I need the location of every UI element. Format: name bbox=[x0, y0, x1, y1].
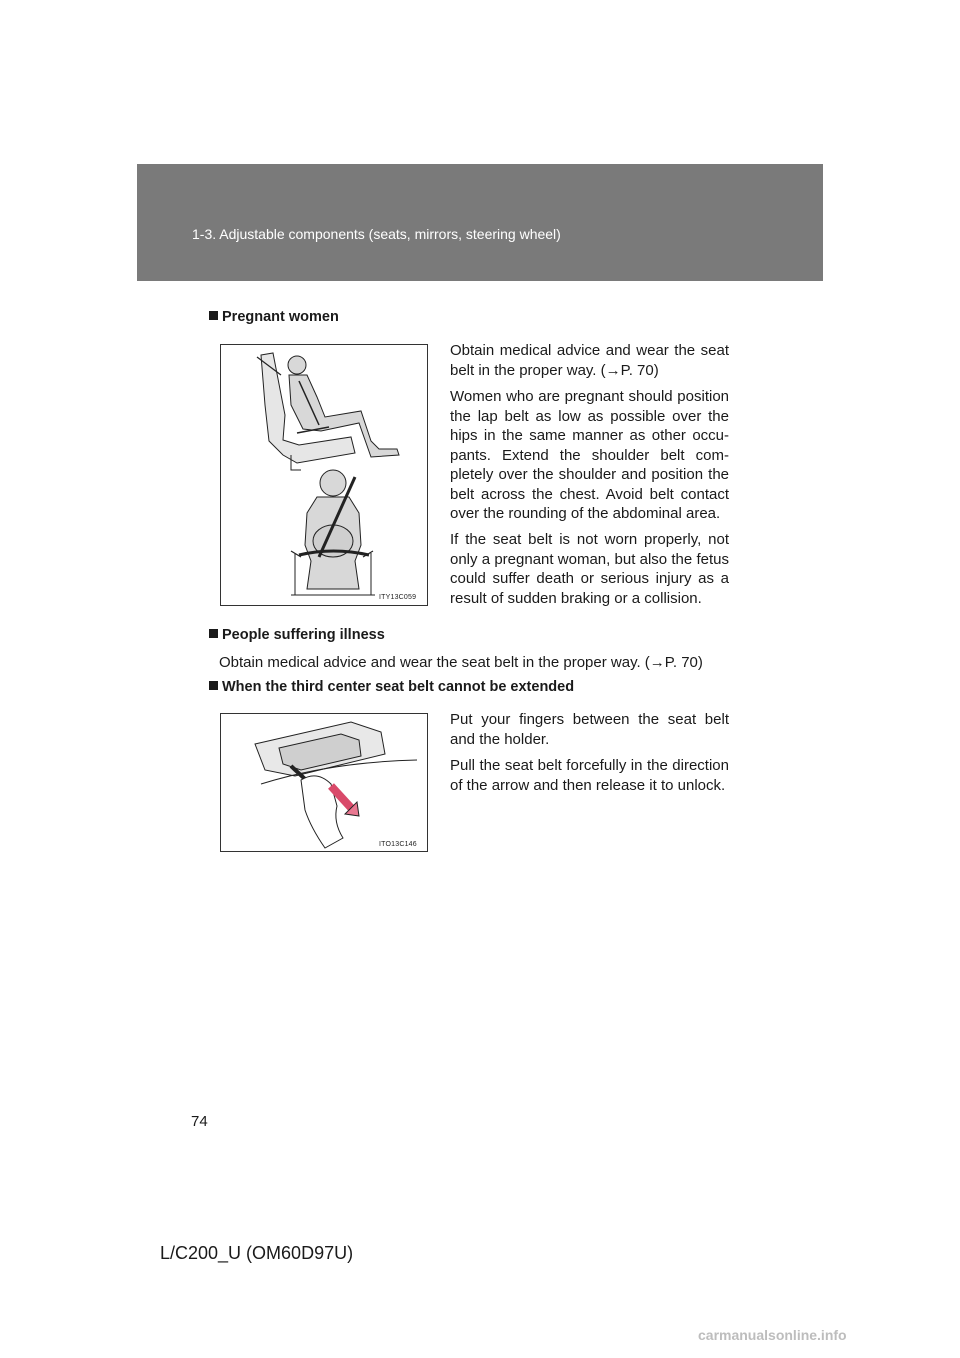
third-belt-paragraph-2: Pull the seat belt forcefully in the direction of the arrow and then release it to unlock. bbox=[450, 757, 729, 794]
figure-code: ITY13C059 bbox=[379, 594, 417, 601]
illness-text: Obtain medical advice and wear the seat belt in the proper way. (→P. 70) bbox=[219, 654, 703, 671]
pregnant-women-illustration bbox=[220, 344, 428, 606]
figure-code: ITO13C146 bbox=[379, 841, 417, 848]
seat-belt-holder-illustration bbox=[220, 713, 428, 852]
third-belt-paragraph-1: Put your fingers between the seat belt and the holder. bbox=[450, 711, 729, 748]
section-header-band bbox=[137, 164, 823, 281]
pregnant-paragraph-3: If the seat belt is not worn properly, not only a pregnant woman, but also the fetus could suffer death or serious injury as a result of sudden braking or a collision. bbox=[450, 531, 729, 607]
section-title: 1-3. Adjustable components (seats, mirrors, steering wheel) bbox=[192, 226, 561, 242]
pregnant-woman-seated-drawing bbox=[221, 345, 427, 605]
seat-belt-release-drawing bbox=[221, 714, 427, 851]
heading-people-suffering-illness: People suffering illness bbox=[209, 627, 385, 643]
pregnant-paragraph-1: Obtain medical advice and wear the seat belt in the proper way. (→P. 70) bbox=[450, 342, 729, 379]
square-bullet-icon bbox=[209, 681, 218, 690]
page-number: 74 bbox=[191, 1113, 208, 1130]
document-code: L/C200_U (OM60D97U) bbox=[160, 1243, 354, 1263]
heading-pregnant-women: Pregnant women bbox=[209, 309, 339, 325]
square-bullet-icon bbox=[209, 629, 218, 638]
square-bullet-icon bbox=[209, 311, 218, 320]
watermark: carmanualsonline.info bbox=[698, 1327, 847, 1343]
heading-third-center-seat-belt: When the third center seat belt cannot be extended bbox=[209, 679, 574, 695]
pregnant-paragraph-2: Women who are pregnant should position the lap belt as low as possible over the hips in the same manner as other occu-pants. Extend the shoulder belt com-pletely over the shoulder and position the belt across the chest. Avoid belt contact over the rounding of the abdominal area. bbox=[450, 388, 729, 522]
